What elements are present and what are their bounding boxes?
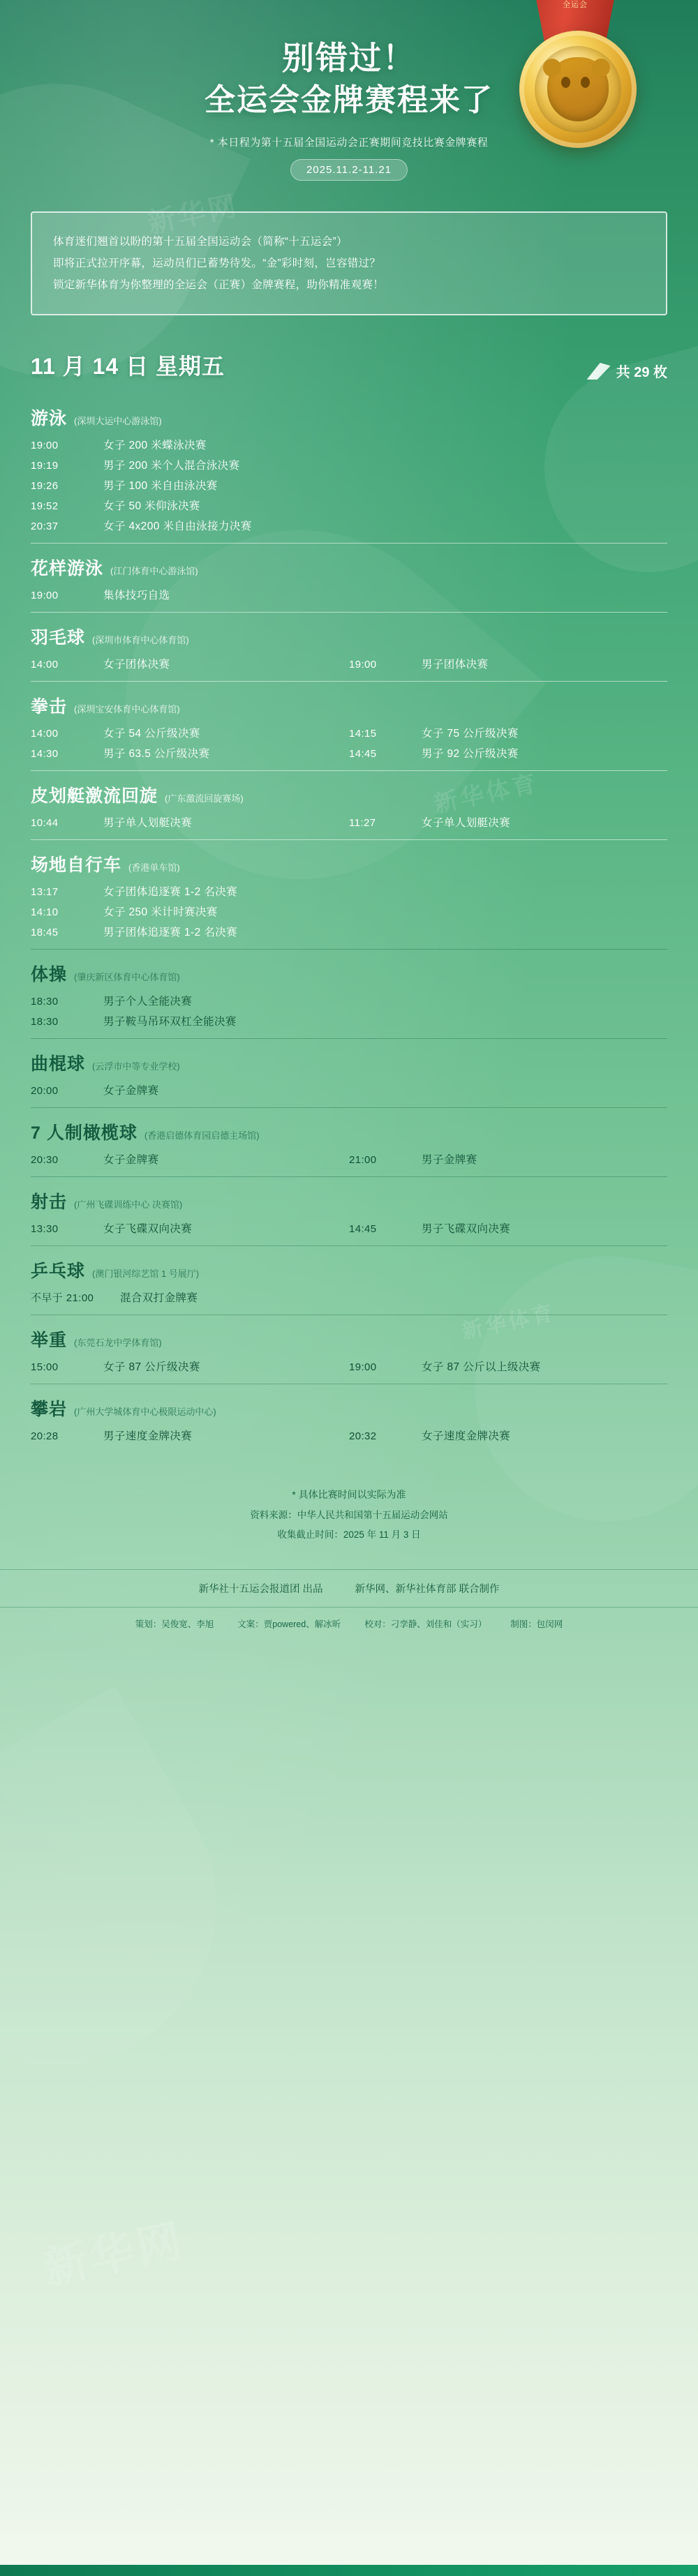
event-rows	[31, 814, 667, 830]
event-cell	[31, 477, 667, 493]
intro-line-2: 即将正式拉开序幕，运动员们已蓄势待发。“金”彩时刻，岂容错过？	[53, 257, 381, 270]
sport-header	[31, 1257, 667, 1282]
event-time: 20:30	[31, 1154, 59, 1167]
sport-name: 拳击	[31, 697, 68, 717]
event-row	[31, 477, 667, 493]
event-row	[31, 518, 667, 533]
sport-venue: (肇庆新区体育中心体育馆)	[74, 972, 180, 983]
event-name: 男子单人划艇决赛	[103, 817, 193, 830]
event-cell	[31, 1358, 349, 1374]
event-name: 男子 200 米个人混合泳决赛	[103, 460, 240, 472]
sport-header	[31, 851, 667, 876]
event-name: 男子个人全能决赛	[103, 996, 193, 1008]
sport-name: 体操	[31, 965, 68, 985]
event-time: 18:30	[31, 996, 59, 1008]
sport-header	[31, 1050, 667, 1075]
event-cell	[349, 745, 667, 761]
sport-venue: (澳门银河综艺馆 1 号展厅)	[92, 1268, 200, 1280]
event-cell	[349, 814, 667, 830]
event-rows	[31, 1289, 667, 1305]
event-time: 14:10	[31, 906, 59, 919]
sport-header	[31, 782, 667, 807]
sport-name: 曲棍球	[31, 1054, 86, 1074]
sport-header	[31, 624, 667, 649]
intro-line-1: 体育迷们翘首以盼的第十五届全国运动会（简称“十五运会”）	[53, 236, 348, 248]
event-name: 男子团体追逐赛 1-2 名决赛	[103, 927, 238, 939]
event-time: 19:00	[349, 659, 377, 671]
sport-venue: (深圳宝安体育中心体育馆)	[74, 704, 180, 715]
event-name: 女子团体决赛	[103, 659, 170, 671]
event-time: 18:45	[31, 927, 59, 939]
event-time: 19:00	[31, 440, 59, 452]
event-time: 21:00	[349, 1154, 377, 1167]
watermark-text-3: 新华网	[38, 2215, 189, 2294]
event-cell	[31, 1082, 667, 1098]
credit-role-graphics: 制图：包闵网	[510, 1619, 563, 1629]
watermark-text-4: 新华体育	[459, 1301, 558, 1344]
sport-section	[31, 612, 667, 681]
event-name: 女子金牌赛	[103, 1085, 159, 1098]
event-time: 13:17	[31, 886, 59, 899]
sport-section	[31, 1107, 667, 1176]
event-cell	[31, 1151, 349, 1167]
event-cell	[31, 587, 667, 602]
sport-section	[31, 949, 667, 1038]
sport-header	[31, 1188, 667, 1213]
event-cell	[31, 883, 667, 899]
event-time: 不早于 21:00	[31, 1292, 94, 1305]
event-cell	[31, 725, 349, 740]
event-time: 11:27	[349, 817, 376, 830]
medal-ribbon-label: 全运会	[563, 1, 588, 9]
watermark-text-1: 新华网	[144, 190, 242, 240]
event-row	[31, 1082, 667, 1098]
event-name: 女子金牌赛	[103, 1154, 159, 1167]
sport-section	[31, 770, 667, 839]
sport-section	[31, 1315, 667, 1384]
sport-venue: (广东激流回旋赛场)	[165, 793, 244, 804]
sport-venue: (江门体育中心游泳馆)	[110, 566, 198, 577]
event-row	[31, 745, 667, 761]
sport-section	[31, 839, 667, 949]
event-time: 14:45	[349, 1223, 377, 1236]
sport-section	[31, 394, 667, 543]
event-cell	[349, 1151, 667, 1167]
event-cell	[31, 497, 667, 513]
event-rows	[31, 1220, 667, 1236]
event-time: 13:30	[31, 1223, 59, 1236]
poster-header	[0, 0, 698, 193]
event-time: 20:28	[31, 1430, 59, 1443]
event-row	[31, 1428, 667, 1443]
event-cell	[31, 656, 349, 671]
sport-header	[31, 961, 667, 986]
event-row	[31, 656, 667, 671]
sport-section	[31, 1245, 667, 1315]
feather-icon	[587, 363, 611, 380]
event-cell	[31, 518, 667, 533]
event-time: 19:00	[349, 1361, 377, 1374]
mascot-ear-left-icon	[543, 59, 561, 77]
event-cell	[31, 437, 667, 452]
event-name: 女子飞碟双向决赛	[103, 1223, 193, 1236]
event-time: 20:00	[31, 1085, 59, 1098]
event-time: 14:00	[31, 728, 59, 740]
event-cell	[349, 1220, 667, 1236]
event-time: 14:30	[31, 748, 59, 761]
event-row	[31, 814, 667, 830]
sport-section	[31, 543, 667, 612]
event-time: 20:37	[31, 521, 59, 533]
sport-name: 皮划艇激流回旋	[31, 786, 158, 807]
schedule-list	[31, 394, 667, 1453]
event-cell	[349, 725, 667, 740]
event-time: 18:30	[31, 1016, 59, 1028]
footnotes	[31, 1485, 667, 1545]
event-cell	[31, 814, 349, 830]
sport-name: 举重	[31, 1331, 68, 1351]
event-time: 14:15	[349, 728, 377, 740]
event-cell	[31, 1289, 667, 1305]
sport-header	[31, 1326, 667, 1351]
event-rows	[31, 1151, 667, 1167]
event-row	[31, 924, 667, 939]
sport-header	[31, 555, 667, 580]
event-name: 女子速度金牌决赛	[422, 1430, 511, 1443]
event-time: 10:44	[31, 817, 59, 830]
sport-venue: (广州大学城体育中心极限运动中心)	[74, 1407, 216, 1418]
event-name: 女子团体追逐赛 1-2 名决赛	[103, 886, 238, 899]
event-cell	[349, 1428, 667, 1443]
credit-role-copy: 文案：贾powered、解冰昕	[237, 1619, 341, 1629]
medal-count-label: 共 29 枚	[616, 365, 667, 381]
credit-roles	[0, 1608, 698, 1648]
event-name: 男子金牌赛	[422, 1154, 477, 1167]
credit-role-planning: 策划：吴俊宽、李旭	[135, 1619, 214, 1629]
medal-count	[587, 361, 667, 381]
day-header	[31, 349, 667, 381]
event-name: 女子 4x200 米自由泳接力决赛	[103, 521, 252, 533]
event-name: 混合双打金牌赛	[120, 1292, 198, 1305]
event-rows	[31, 725, 667, 761]
sport-venue: (广州飞碟训练中心 决赛馆)	[74, 1199, 183, 1211]
event-cell	[349, 656, 667, 671]
event-name: 女子 87 公斤以上级决赛	[422, 1361, 541, 1374]
event-cell	[31, 993, 667, 1008]
event-cell	[31, 1013, 667, 1028]
event-name: 男子 100 米自由泳决赛	[103, 480, 218, 493]
decorative-leaf-5	[0, 1686, 275, 2124]
mascot-eye-right-icon	[581, 77, 590, 88]
event-name: 男子 63.5 公斤级决赛	[103, 748, 210, 761]
credit-role-proofreading: 校对：刁孪静、刘佳和（实习）	[364, 1619, 487, 1629]
event-row	[31, 457, 667, 472]
event-name: 集体技巧自选	[103, 590, 170, 602]
event-rows	[31, 587, 667, 602]
event-rows	[31, 656, 667, 671]
event-time: 19:00	[31, 590, 59, 602]
footnote-2: 资料来源：中华人民共和国第十五届运动会网站	[250, 1509, 448, 1520]
event-row	[31, 1289, 667, 1305]
event-row	[31, 1151, 667, 1167]
sport-venue: (香港启德体育园启德主场馆)	[144, 1130, 260, 1141]
sport-venue: (东莞石龙中学体育馆)	[74, 1338, 162, 1349]
sport-name: 7 人制橄榄球	[31, 1123, 138, 1144]
event-time: 20:32	[349, 1430, 377, 1443]
event-cell	[349, 1358, 667, 1374]
bottom-strip	[0, 2565, 698, 2576]
mascot-ear-right-icon	[592, 59, 610, 77]
event-time: 19:19	[31, 460, 59, 472]
event-rows	[31, 1428, 667, 1443]
intro-line-3: 锁定新华体育为你整理的全运会（正赛）金牌赛程，助你精准观赛！	[53, 279, 385, 292]
sport-venue: (深圳大运中心游泳馆)	[74, 416, 162, 427]
sport-venue: (云浮市中等专业学校)	[92, 1061, 180, 1072]
event-name: 男子团体决赛	[422, 659, 489, 671]
event-row	[31, 993, 667, 1008]
event-row	[31, 1358, 667, 1374]
event-row	[31, 497, 667, 513]
event-cell	[31, 745, 349, 761]
event-name: 女子 250 米计时赛决赛	[103, 906, 218, 919]
event-row	[31, 1013, 667, 1028]
event-name: 女子 75 公斤级决赛	[422, 728, 519, 740]
event-rows	[31, 1082, 667, 1098]
event-time: 19:26	[31, 480, 59, 493]
event-name: 女子单人划艇决赛	[422, 817, 511, 830]
sport-name: 射击	[31, 1192, 68, 1213]
event-name: 男子速度金牌决赛	[103, 1430, 193, 1443]
event-time: 15:00	[31, 1361, 59, 1374]
date-range-badge: 2025.11.2-11.21	[290, 159, 408, 181]
event-row	[31, 904, 667, 919]
event-rows	[31, 883, 667, 939]
event-rows	[31, 437, 667, 533]
event-name: 女子 200 米蝶泳决赛	[103, 440, 207, 452]
medal-icon	[519, 31, 637, 148]
sport-venue: (香港单车馆)	[128, 862, 180, 874]
event-cell	[31, 1428, 349, 1443]
sport-name: 花样游泳	[31, 559, 104, 579]
event-name: 男子飞碟双向决赛	[422, 1223, 511, 1236]
sport-header	[31, 1395, 667, 1421]
sport-name: 游泳	[31, 409, 68, 429]
sport-name: 攀岩	[31, 1400, 68, 1420]
sport-section	[31, 1176, 667, 1245]
event-cell	[31, 457, 667, 472]
sport-section	[31, 681, 667, 770]
event-rows	[31, 1358, 667, 1374]
event-row	[31, 1220, 667, 1236]
footnote-1: * 具体比赛时间以实际为准	[292, 1489, 406, 1501]
event-name: 男子 92 公斤级决赛	[422, 748, 519, 761]
mascot-eye-left-icon	[561, 77, 570, 88]
event-name: 女子 54 公斤级决赛	[103, 728, 200, 740]
day-title: 11 月 14 日 星期五	[31, 354, 225, 380]
event-row	[31, 437, 667, 452]
event-row	[31, 725, 667, 740]
sport-name: 场地自行车	[31, 855, 122, 876]
sport-header	[31, 1119, 667, 1144]
sport-name: 羽毛球	[31, 628, 86, 648]
event-row	[31, 883, 667, 899]
gold-medal-illustration	[497, 0, 658, 166]
event-time: 19:52	[31, 500, 59, 513]
sport-venue: (深圳市体育中心体育馆)	[92, 635, 189, 646]
event-time: 14:00	[31, 659, 59, 671]
event-time: 14:45	[349, 748, 377, 761]
footnote-3: 收集截止时间：2025 年 11 月 3 日	[277, 1529, 421, 1541]
sport-header	[31, 405, 667, 430]
event-rows	[31, 993, 667, 1028]
sport-name: 乒乓球	[31, 1261, 86, 1282]
poster-subtitle: * 本日程为第十五届全国运动会正赛期间竞技比赛金牌赛程	[209, 137, 489, 149]
sport-header	[31, 693, 667, 718]
sport-section	[31, 1384, 667, 1453]
event-name: 女子 87 公斤级决赛	[103, 1361, 200, 1374]
poster-title-line2: 全运会金牌赛程来了	[205, 83, 493, 118]
intro-card	[31, 211, 667, 315]
credit-coproducer: 新华网、新华社体育部 联合制作	[355, 1583, 500, 1595]
event-cell	[31, 904, 667, 919]
sport-section	[31, 1038, 667, 1107]
poster-title-line1: 别错过！	[282, 40, 416, 76]
event-name: 男子鞍马吊环双杠全能决赛	[103, 1016, 237, 1028]
watermark-text-2: 新华体育	[431, 770, 542, 818]
event-row	[31, 587, 667, 602]
event-cell	[31, 924, 667, 939]
credit-producer: 新华社十五运会报道团 出品	[198, 1583, 323, 1595]
event-cell	[31, 1220, 349, 1236]
event-name: 女子 50 米仰泳决赛	[103, 500, 200, 513]
credit-bar	[0, 1569, 698, 1608]
